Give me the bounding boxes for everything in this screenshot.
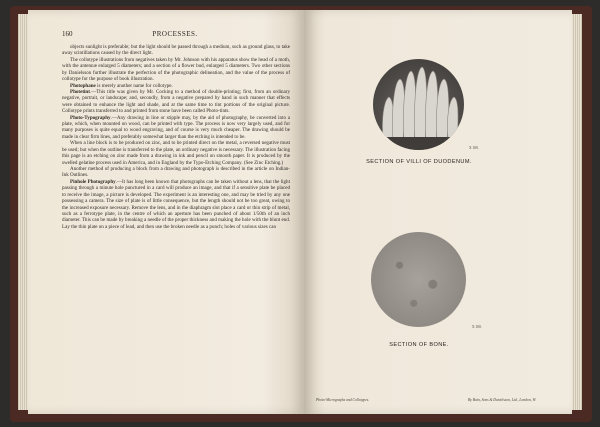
paragraph: The collotype illustrations from negatives taken by Mr. Johnson with his apparatus show the head of a moth, with the antennæ enlarged 5 diameters; and a section of a flower bud, enlarged 5 diameters. Two other sections by Danielsson further illustrate the perfection of the photographic delineation, and the value of the process of collotype for the purpose of book illustration. (62, 56, 290, 83)
paragraph: Photophane is merely another name for collotype. (70, 82, 173, 89)
bone-micrograph (371, 232, 466, 327)
body-text (62, 44, 290, 404)
page-number: 160 (62, 30, 73, 38)
page-edges-right (572, 14, 582, 410)
paragraph: Photo-Typography.—Any drawing in line or stipple may, by the aid of photography, be converted into a plate, which, when mounted on wood, can be printed with type. The process is now very largely used, and for many purposes is quite equal to wood engraving, and of course is very much cheaper. The drawing should be made in clear firm lines, and preferably somewhat larger than the etching is intended to be. (62, 114, 290, 140)
paragraph: Photetint.—This title was given by Mr. Cocking to a method of double-printing; first, from an ordinary negative, portrait, or landscape; and, secondly, from a negative prepared by hand in such manner that effects were obtained to enhance the light and shade, and at the same time to tint portions of the original picture. Collotype prints transferred to and printed from stone have been called Photo-tints. (62, 88, 290, 115)
figure-number: X 100. (472, 325, 482, 329)
paragraph: Pinhole Photography.—It has long been known that photographs can be taken without a lens, that the light passing through a minute hole punctured in a card will produce an image, and that if a sensitive plate be placed to receive the image, a picture is developed. The experiment is an interesting one, and may be tried by any one possessing a camera. The size of plate is of little consequence, but the length should not be too great, owing to the increased exposure necessary. Remove the lens, and in the diaphragm slot place a card or thin strip of metal, such as a ferrotype plate, in the centre of which an aperture has been punched of about 1/50th of an inch diameter. This can be made by breaking a needle of the proper thickness and making the hole with the blunt end. Lay the thin plate on a piece of lead, and then use the broken needle as a punch; holes of various sizes can (62, 178, 290, 230)
villi-micrograph (373, 59, 464, 150)
figure-caption: SECTION OF BONE. (389, 342, 449, 348)
villi-illustration (373, 59, 464, 150)
running-head: PROCESSES. (152, 30, 198, 38)
paragraph: Another method of producing a block from a drawing and photograph is described in the article on Indian-Ink Outlines. (62, 166, 290, 179)
paragraph: When a line block is to be produced on zinc, and to be printed direct on the metal, a reversed negative must be used; but when the outline is transferred to the plate, an ordinary negative is necessary. The illustration facing this page is an etching on zinc made from a drawing in ink and pencil on smooth paper. It is produced by the swelled gelatine process used in America, and in England by the Typo-Etching Company. (See Zinc Etching.) (62, 140, 290, 166)
page-edges-left (18, 14, 28, 410)
page-header (62, 30, 288, 40)
figure-number: X 100. (469, 146, 479, 150)
figure-caption: SECTION OF VILLI OF DUODENUM. (366, 159, 472, 165)
plate-credit-right: By Bain, Sons & Danielsson, Ltd., London, W. (468, 398, 537, 402)
paragraph: objects sunlight is preferable; but the light should be passed through a medium, such as ground glass, to take away scintillations caused by the direct light. (62, 44, 290, 57)
plate-credit-left: Photo-Micrographs and Collotypes. (316, 398, 370, 402)
